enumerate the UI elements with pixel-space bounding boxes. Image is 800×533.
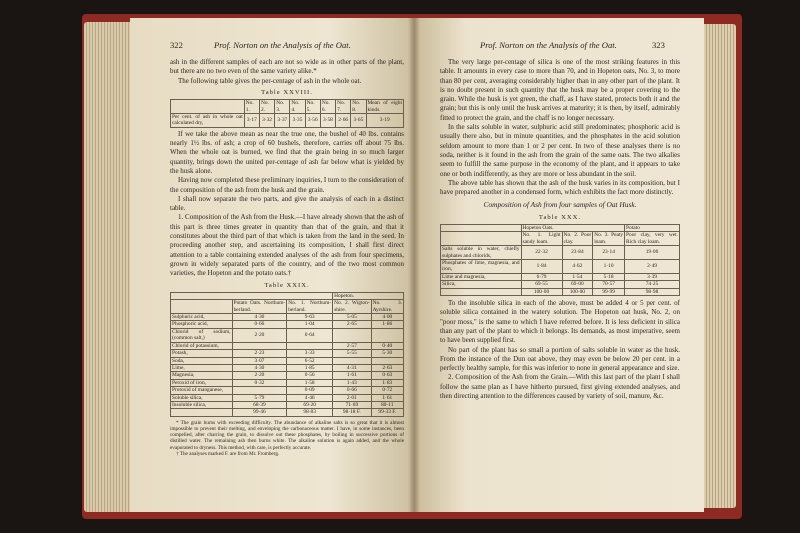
- table-row: [441, 281, 680, 288]
- row-label: Lime,: [171, 364, 233, 371]
- table-header-row: [171, 100, 404, 114]
- cell: 3·37: [275, 114, 290, 128]
- cell: 1·61: [333, 372, 371, 379]
- cell: 80·11: [371, 401, 403, 408]
- table-group-row: [171, 292, 404, 299]
- right-page-edges: [700, 24, 736, 508]
- cell: 3·65: [351, 114, 366, 128]
- cell: 69·55: [521, 281, 562, 288]
- right-body: [440, 58, 680, 401]
- paragraph: 1. Composition of the Ash from the Husk.—I have already shown that the ash of this part is three times greater in quantity than that of the grain, and that it constitutes about the third part of that which is taken from the land in the seed. In proceeding another step, and ascertaining its composition, I shall first direct attention to a table containing extended analyses of the ash from four specimens, grown in widely separated parts of the country, and of the two most common varieties, the Hopeton and the potato oats.†: [170, 213, 404, 278]
- cell: 6·52: [287, 357, 333, 364]
- table-row: [171, 328, 404, 342]
- paragraph: 2. Composition of the Ash from the Grain.—With this last part of the plant I shall follow the same plan as I have hitherto pursued, first giving extended analyses, and then directing attention to the differences caused by variety of soil, manure, &c.: [440, 373, 680, 401]
- cell: [232, 342, 287, 349]
- cell: 0·56: [287, 372, 333, 379]
- cell: 3·39: [625, 273, 680, 280]
- cell: 2·23: [232, 350, 287, 357]
- paragraph: The following table gives the per-centage of ash in the whole oat.: [178, 76, 362, 85]
- paragraph: No part of the plant has so small a portion of salts soluble in water as the husk. From the instance of the Dun oat above, they may even be below 20 per cent. in a perfectly healthy sample, for this was inferior to none in general appearance and size.: [440, 345, 680, 373]
- cell: 5·18: [593, 273, 625, 280]
- table-row: [171, 387, 404, 394]
- row-label: Magnesia,: [171, 372, 233, 379]
- table-header: No. 1. Northum-berland.: [288, 300, 332, 313]
- cell: 1·84: [521, 260, 562, 274]
- left-page-number: 322: [170, 40, 183, 50]
- cell: 3·17: [244, 114, 259, 128]
- table-row: [441, 260, 680, 274]
- table-row: [171, 114, 404, 128]
- cell: 4·62: [562, 260, 593, 274]
- cell: 100·00: [562, 288, 593, 295]
- cell: 0·66: [333, 387, 371, 394]
- table-header: [441, 225, 522, 232]
- cell: 2·49: [625, 260, 680, 274]
- cell: 2·66: [336, 114, 351, 128]
- table-row: [171, 357, 404, 364]
- table-header: No. 6.: [320, 100, 335, 114]
- cell: [371, 328, 403, 342]
- right-running-head: Prof. Norton on the Analysis of the Oat.: [480, 40, 617, 50]
- cell: 1·86: [371, 321, 403, 328]
- table-row: [171, 342, 404, 349]
- cell: 1·10: [593, 260, 625, 274]
- cell: 3·32: [259, 114, 274, 128]
- cell: 2·01: [333, 394, 371, 401]
- cell: 2·63: [371, 364, 403, 371]
- header-part: Rich clay loam.: [626, 238, 661, 245]
- cell: 71·69: [333, 401, 371, 408]
- paragraph: Having now completed these preliminary inquiries, I turn to the consideration of the composition of the ash from the husk and the grain.: [170, 176, 404, 194]
- row-label: Salts soluble in water, chiefly sulphates and chlorids,: [442, 246, 520, 259]
- table-header: No. 2. Poor clay.: [563, 232, 592, 245]
- table-header: [625, 232, 680, 246]
- right-page: [414, 18, 704, 512]
- cell: 5·05: [333, 314, 371, 321]
- cell: 69·20: [287, 401, 333, 408]
- table-header: No. 8.: [351, 100, 366, 114]
- row-label: Peroxid of iron,: [171, 379, 233, 386]
- table-row: [171, 401, 404, 408]
- cell: 22·32: [521, 246, 562, 260]
- table-header: No. 3. Ayrshire.: [372, 300, 402, 313]
- table-header: No. 2. Wigton-shire.: [334, 300, 370, 313]
- table-row: [171, 372, 404, 379]
- table-row: [171, 314, 404, 321]
- table-header: No. 5.: [305, 100, 320, 114]
- row-label: Soluble silica,: [171, 394, 233, 401]
- table-xxix: [170, 292, 404, 417]
- row-label: Potash,: [171, 350, 233, 357]
- table-header: No. 3. Peaty loam.: [594, 232, 624, 245]
- footnote: † The analyses marked F. are from Mr. Fromberg.: [176, 450, 280, 457]
- cell: 2·57: [333, 342, 371, 349]
- row-label: Chlorid of sodium, (common salt,): [172, 328, 231, 342]
- right-page-number: 323: [652, 40, 665, 50]
- cell: 1·58: [287, 379, 333, 386]
- cell: 3·33: [287, 350, 333, 357]
- table30-caption: Table XXX.: [538, 213, 582, 221]
- table-total-row: [171, 409, 404, 416]
- cell: 3·19: [366, 114, 404, 128]
- row-label: Phosphates of lime, magnesia, and iron,: [442, 260, 520, 273]
- cell: 4·46: [287, 394, 333, 401]
- table-xxviii: [170, 99, 404, 128]
- table-header: No. 1. Light sandy loam.: [522, 232, 561, 245]
- cell: 98·18 F.: [333, 409, 371, 416]
- cell: 4·31: [333, 364, 371, 371]
- cell: [333, 357, 371, 364]
- table-header: [171, 300, 233, 314]
- cell: 3·35: [290, 114, 305, 128]
- header-part: Poor clay, very wet.: [626, 232, 678, 239]
- table-group-header: Potato: [625, 225, 680, 232]
- row-label: Insoluble silica,: [171, 401, 233, 408]
- cell: 23·84: [562, 246, 593, 260]
- table-row: [171, 379, 404, 386]
- cell: [171, 409, 233, 416]
- table-row: [171, 321, 404, 328]
- table-xxx: [440, 224, 680, 296]
- cell: 3·56: [305, 114, 320, 128]
- table-header: [171, 100, 245, 114]
- book-gutter: [408, 18, 420, 512]
- table-header: No. 1.: [244, 100, 259, 114]
- left-body: [170, 58, 404, 457]
- cell: 70·57: [593, 281, 625, 288]
- table-row: [171, 394, 404, 401]
- cell: 0·72: [371, 387, 403, 394]
- table30-subhead: Composition of Ash from four samples of Oat Husk.: [483, 200, 637, 210]
- cell: 0·32: [232, 379, 287, 386]
- table-group-header: Hopeton.: [333, 292, 404, 299]
- cell: 2·65: [333, 321, 371, 328]
- table-header: No. 7.: [336, 100, 351, 114]
- cell: 99·46: [232, 409, 287, 416]
- cell: 4·00: [371, 314, 403, 321]
- cell: 5·79: [232, 394, 287, 401]
- row-label: Chlorid of potassium,: [171, 342, 233, 349]
- cell: 1·04: [287, 321, 333, 328]
- table-body: [441, 246, 680, 288]
- paragraph: To the insoluble silica in each of the above, must be added 4 or 5 per cent. of soluble silica contained in the watery solution. The Hopeton oat husk, No. 2, on "poor moss," is the same to which I have referred before. It is less deficient in silica than any part of the plant to which it belongs. Its demands, as most imperative, seem to have been supplied first.: [440, 299, 680, 345]
- cell: 0·40: [371, 342, 403, 349]
- cell: 98·83: [287, 409, 333, 416]
- cell: 74·25: [625, 281, 680, 288]
- cell: 5·30: [371, 350, 403, 357]
- table-total-row: [441, 288, 680, 295]
- cell: [333, 328, 371, 342]
- table-row: [171, 364, 404, 371]
- cell: 1·61: [371, 394, 403, 401]
- table-group-header: Hopeton Oats.: [521, 225, 625, 232]
- paragraph: I shall now separate the two parts, and give the analysis of each in a distinct table.: [170, 194, 404, 213]
- left-page-edges: [84, 22, 132, 512]
- cell: 9·63: [287, 314, 333, 321]
- row-label: Phosphoric acid,: [171, 321, 233, 328]
- row-label: Sulphuric acid,: [171, 314, 233, 321]
- cell: 1·54: [562, 273, 593, 280]
- cell: 3·07: [232, 357, 287, 364]
- left-running-head: Prof. Norton on the Analysis of the Oat.: [214, 40, 351, 50]
- paragraph: The very large per-centage of silica is one of the most striking features in this table. It amounts in every case to more than 70, and in Hopeton oats, No. 3, to more than 80 per cent, averaging considerably higher than in any other part of the plant. It is no doubt present in such quantity that the husk may be a proper covering to the grain. While the husk is yet green, the chaff, as I have stated, protects both it and the grain; but this is only until the husk arrives at maturity; it is then, by itself, admirably fitted to protect the grain, and the chaff is no longer necessary.: [440, 58, 680, 122]
- footnotes: [170, 420, 404, 457]
- table-group-row: [441, 225, 680, 232]
- cell: 0·64: [287, 328, 333, 342]
- cell: [441, 288, 522, 295]
- cell: 23·14: [593, 246, 625, 260]
- cell: 0·09: [287, 387, 333, 394]
- cell: 1·85: [287, 364, 333, 371]
- table-header: [171, 292, 333, 299]
- table-header-row: [441, 232, 680, 246]
- cell: 4·30: [232, 314, 287, 321]
- cell: 98·98: [625, 288, 680, 295]
- row-label: Per cent. of ash in whole oat calculated dry,: [172, 114, 243, 127]
- cell: 6·79: [521, 273, 562, 280]
- table-body: [171, 314, 404, 409]
- cell: 100·00: [521, 288, 562, 295]
- table-row: [441, 246, 680, 260]
- left-page: [130, 18, 414, 512]
- table-row: [441, 273, 680, 280]
- cell: 68·39: [232, 401, 287, 408]
- cell: 1·83: [371, 379, 403, 386]
- cell: [232, 387, 287, 394]
- table-header: Mean of eight kinds.: [367, 100, 402, 113]
- row-label: Lime and magnesia,: [441, 273, 522, 280]
- cell: 2·20: [232, 328, 287, 342]
- cell: 0·66: [232, 321, 287, 328]
- cell: 0·63: [371, 372, 403, 379]
- table29-caption: Table XXIX.: [264, 281, 310, 289]
- cell: [371, 357, 403, 364]
- cell: 99·33 F.: [371, 409, 403, 416]
- table28-caption: Table XXVIII.: [261, 88, 313, 96]
- cell: 99·99: [593, 288, 625, 295]
- cell: 1·43: [333, 379, 371, 386]
- row-label: Silica,: [441, 281, 522, 288]
- cell: 5·55: [333, 350, 371, 357]
- table-row: [171, 350, 404, 357]
- table-header: [441, 232, 522, 246]
- cell: 4·30: [232, 364, 287, 371]
- cell: [287, 342, 333, 349]
- table-header: No. 3.: [275, 100, 290, 114]
- table-header: No. 2.: [259, 100, 274, 114]
- table-header-row: [171, 300, 404, 314]
- cell: 19·06: [625, 246, 680, 260]
- cell: 2·20: [232, 372, 287, 379]
- table-header: No. 4.: [290, 100, 305, 114]
- paragraph: ash in the different samples of each are not so wide as in other parts of the plant, but there are no two even of the same variety alike.*: [170, 58, 404, 76]
- row-label: Soda,: [171, 357, 233, 364]
- cell: 3·58: [320, 114, 335, 128]
- row-label: Protoxid of manganese,: [171, 387, 233, 394]
- paragraph: If we take the above mean as near the true one, the bushel of 40 lbs. contains nearly 1½ lbs. of ash; a crop of 60 bushels, therefore, carries off about 75 lbs. When the whole oat is burned, we find that the grain being in so much larger quantity, brings down the united per-centage of ash far below what is yielded by the husk alone.: [170, 129, 404, 175]
- paragraph: The above table has shown that the ash of the husk varies in its composition, but I have prepared another in a condensed form, which exhibits the fact more distinctly.: [440, 178, 680, 197]
- table-header: Potato Oats. Northum-berland.: [233, 300, 286, 313]
- footnote: * The grain burns with exceeding difficulty. The abundance of alkaline salts is so great that it is almost impossible to prevent their melting, and enveloping the carbonaceous matter. I have, in some instances, been compelled, after charring the grain, to dissolve out these phosphates, by boiling in successive portions of distilled water. The remaining ash then burns white. The alkaline solution is again added, and the whole evaporated to dryness. This method, with care, is perfectly accurate.: [170, 419, 404, 451]
- cell: 69·00: [562, 281, 593, 288]
- paragraph: In the salts soluble in water, sulphuric acid still predominates; phosphoric acid is usually there also, but in minute quantities, and the phosphates in the acid solution seldom amount to more than 1 or 2 per cent. In two of these analyses there is no soda, neither is it found in the ash from the grain of the same oats. The two alkalies seem to fulfill the same purpose in the economy of the plant, and it appears to take one or both indifferently, as they are more or less abundant in the soil.: [440, 123, 680, 178]
